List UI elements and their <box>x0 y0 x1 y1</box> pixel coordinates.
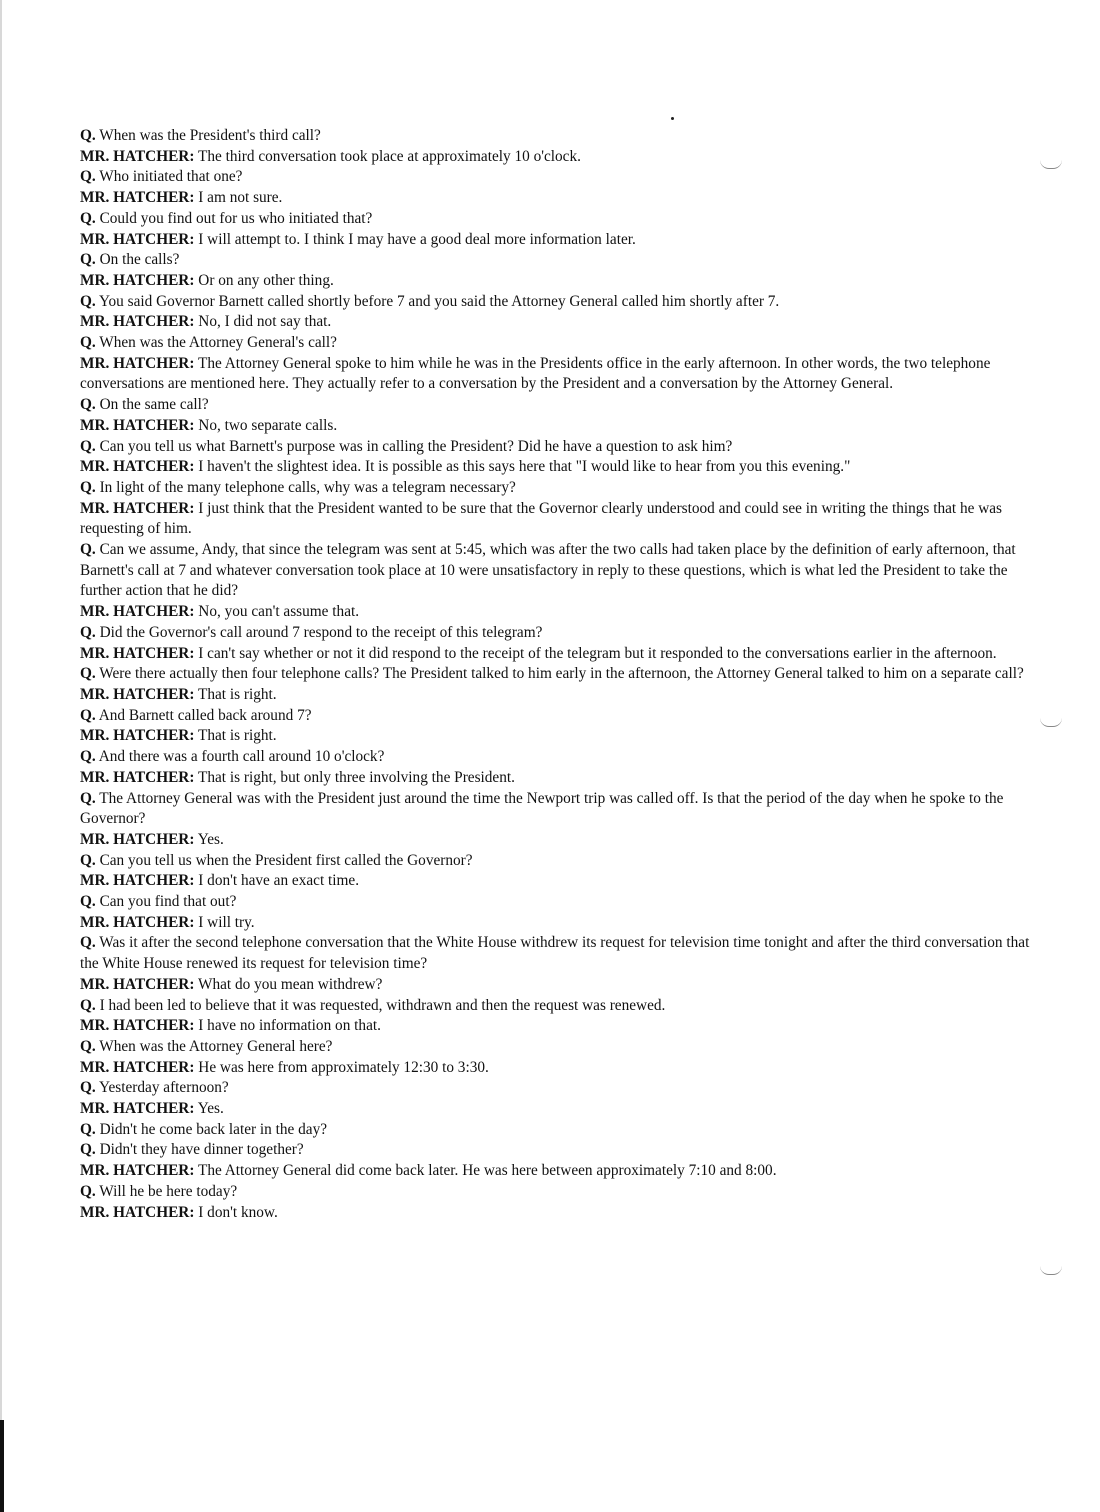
utterance-text: Could you find out for us who initiated that? <box>99 209 373 227</box>
utterance-text: Didn't he come back later in the day? <box>99 1120 328 1138</box>
transcript-entry <box>80 188 1042 209</box>
transcript-entry <box>80 892 1042 913</box>
transcript-entry <box>80 147 1042 168</box>
speaker-label: Q. <box>80 209 96 227</box>
transcript-entry <box>80 499 1042 540</box>
transcript-entry <box>80 292 1042 313</box>
utterance-text: He was here from approximately 12:30 to 3:30. <box>198 1058 489 1076</box>
utterance-text: I don't know. <box>198 1203 278 1221</box>
speaker-label: Q. <box>80 334 96 352</box>
speaker-label: Q. <box>80 292 96 310</box>
speaker-label: Q. <box>80 1079 96 1097</box>
transcript-entry <box>80 830 1042 851</box>
transcript-entry <box>80 478 1042 499</box>
margin-mark <box>1040 718 1062 727</box>
utterance-text: Or on any other thing. <box>198 271 334 289</box>
speaker-label: MR. HATCHER: <box>80 271 195 289</box>
speaker-label: Q. <box>80 706 96 724</box>
utterance-text: I just think that the President wanted to be sure that the Governor clearly understood and could see in writing the things that he was requesting of him. <box>80 499 1003 538</box>
utterance-text: On the calls? <box>99 251 180 269</box>
speaker-label: Q. <box>80 623 96 641</box>
utterance-text: Will he be here today? <box>99 1182 238 1200</box>
transcript-entry <box>80 1161 1042 1182</box>
utterance-text: When was the Attorney General here? <box>99 1037 333 1055</box>
utterance-text: Who initiated that one? <box>99 168 243 186</box>
speaker-label: Q. <box>80 748 96 766</box>
speaker-label: MR. HATCHER: <box>80 416 195 434</box>
utterance-text: Yes. <box>197 830 224 848</box>
utterance-text: When was the Attorney General's call? <box>99 334 337 352</box>
speaker-label: MR. HATCHER: <box>80 685 195 703</box>
speaker-label: MR. HATCHER: <box>80 1017 195 1035</box>
utterance-text: And Barnett called back around 7? <box>98 706 312 724</box>
utterance-text: No, I did not say that. <box>198 313 332 331</box>
utterance-text: Were there actually then four telephone calls? The President talked to him early in the afternoon, the Attorney General talked to him on a separate call? <box>99 665 1024 683</box>
speaker-label: Q. <box>80 934 96 952</box>
utterance-text: I will attempt to. I think I may have a good deal more information later. <box>198 230 636 248</box>
speaker-label: Q. <box>80 851 96 869</box>
speaker-label: MR. HATCHER: <box>80 499 195 517</box>
speaker-label: Q. <box>80 396 96 414</box>
speaker-label: Q. <box>80 1037 96 1055</box>
speaker-label: Q. <box>80 127 96 144</box>
transcript-entry <box>80 1120 1042 1141</box>
scan-bar <box>0 1420 4 1512</box>
speaker-label: Q. <box>80 789 96 807</box>
transcript-entry <box>80 1140 1042 1161</box>
speaker-label: MR. HATCHER: <box>80 872 195 890</box>
transcript-entry <box>80 250 1042 271</box>
utterance-text: On the same call? <box>99 396 209 414</box>
transcript-entry <box>80 230 1042 251</box>
utterance-text: Can you find that out? <box>99 893 237 911</box>
speaker-label: Q. <box>80 1141 96 1159</box>
utterance-text: In light of the many telephone calls, why was a telegram necessary? <box>99 478 516 496</box>
transcript-entry <box>80 623 1042 644</box>
utterance-text: I haven't the slightest idea. It is possible as this says here that "I would like to hear from you this evening." <box>198 458 851 476</box>
transcript-entry <box>80 1203 1042 1224</box>
utterance-text: That is right. <box>198 685 277 703</box>
speaker-label: MR. HATCHER: <box>80 1058 195 1076</box>
speaker-label: MR. HATCHER: <box>80 1203 195 1221</box>
transcript-entry <box>80 996 1042 1017</box>
speaker-label: MR. HATCHER: <box>80 458 195 476</box>
transcript-entry <box>80 975 1042 996</box>
transcript-entry <box>80 913 1042 934</box>
utterance-text: I don't have an exact time. <box>198 872 360 890</box>
speaker-label: MR. HATCHER: <box>80 147 195 165</box>
utterance-text: I will try. <box>198 913 255 931</box>
utterance-text: No, two separate calls. <box>198 416 338 434</box>
speaker-label: MR. HATCHER: <box>80 354 195 372</box>
utterance-text: Can you tell us when the President first called the Governor? <box>99 851 473 869</box>
speaker-label: MR. HATCHER: <box>80 830 195 848</box>
scan-edge <box>0 0 2 1512</box>
speaker-label: MR. HATCHER: <box>80 603 195 621</box>
transcript-entry <box>80 851 1042 872</box>
transcript-entry <box>80 1078 1042 1099</box>
transcript-entry <box>80 747 1042 768</box>
utterance-text: Can you tell us what Barnett's purpose was in calling the President? Did he have a question to ask him? <box>99 437 733 455</box>
speaker-label: MR. HATCHER: <box>80 644 195 662</box>
speaker-label: Q. <box>80 478 96 496</box>
utterance-text: The Attorney General was with the President just around the time the Newport trip was called off. Is that the period of the day when he spoke to the Governor? <box>80 789 1004 828</box>
speaker-label: Q. <box>80 1120 96 1138</box>
utterance-text: You said Governor Barnett called shortly before 7 and you said the Attorney General called him shortly after 7. <box>99 292 780 310</box>
transcript-entry <box>80 416 1042 437</box>
speaker-label: MR. HATCHER: <box>80 913 195 931</box>
utterance-text: Didn't they have dinner together? <box>99 1141 304 1159</box>
transcript-entry <box>80 706 1042 727</box>
transcript-entry <box>80 644 1042 665</box>
speaker-label: Q. <box>80 541 96 559</box>
transcript-entry <box>80 768 1042 789</box>
transcript-entry <box>80 664 1042 685</box>
transcript-entry <box>80 312 1042 333</box>
utterance-text: That is right, but only three involving the President. <box>198 768 515 786</box>
speaker-label: Q. <box>80 1182 96 1200</box>
transcript-entry <box>80 437 1042 458</box>
utterance-text: And there was a fourth call around 10 o'clock? <box>98 748 385 766</box>
utterance-text: The third conversation took place at approximately 10 o'clock. <box>198 147 581 165</box>
utterance-text: The Attorney General did come back later. He was here between approximately 7:10 and 8:00. <box>198 1162 777 1180</box>
transcript-entry <box>80 540 1042 602</box>
speaker-label: MR. HATCHER: <box>80 313 195 331</box>
speaker-label: MR. HATCHER: <box>80 230 195 248</box>
utterance-text: I can't say whether or not it did respond to the receipt of the telegram but it responded to the conversations earlier in the afternoon. <box>198 644 997 662</box>
transcript-entry <box>80 395 1042 416</box>
transcript-entry <box>80 871 1042 892</box>
transcript-entry <box>80 354 1042 395</box>
speaker-label: Q. <box>80 168 96 186</box>
transcript-entry <box>80 789 1042 830</box>
transcript-entry <box>80 126 1042 147</box>
utterance-text: Can we assume, Andy, that since the telegram was sent at 5:45, which was after the two calls had taken place by the definition of early afternoon, that Barnett's call at 7 and whatever conversation took place at 10 were unsatisfactory in reply to these questions, which is what led the President to take the further action that he did? <box>80 541 1016 600</box>
speaker-label: MR. HATCHER: <box>80 727 195 745</box>
transcript-entry <box>80 685 1042 706</box>
transcript-entry <box>80 1037 1042 1058</box>
speaker-label: MR. HATCHER: <box>80 768 195 786</box>
speaker-label: MR. HATCHER: <box>80 189 195 207</box>
transcript-entry <box>80 167 1042 188</box>
margin-mark <box>1040 160 1062 169</box>
scan-speck <box>671 117 674 120</box>
utterance-text: I have no information on that. <box>198 1017 381 1035</box>
utterance-text: When was the President's third call? <box>99 127 321 144</box>
transcript-entry <box>80 933 1042 974</box>
utterance-text: Yesterday afternoon? <box>99 1079 229 1097</box>
speaker-label: MR. HATCHER: <box>80 1100 195 1118</box>
speaker-label: Q. <box>80 251 96 269</box>
speaker-label: Q. <box>80 893 96 911</box>
transcript-entry <box>80 209 1042 230</box>
speaker-label: Q. <box>80 996 96 1014</box>
transcript-entry <box>80 726 1042 747</box>
utterance-text: What do you mean withdrew? <box>198 975 383 993</box>
transcript-entry <box>80 271 1042 292</box>
utterance-text: The Attorney General spoke to him while he was in the Presidents office in the early afternoon. In other words, the two telephone conversations are mentioned here. They actually refer to a conversation by the President and a conversation by the Attorney General. <box>80 354 991 393</box>
speaker-label: MR. HATCHER: <box>80 975 195 993</box>
utterance-text: Yes. <box>197 1100 224 1118</box>
utterance-text: Did the Governor's call around 7 respond to the receipt of this telegram? <box>99 623 543 641</box>
utterance-text: I am not sure. <box>198 189 283 207</box>
margin-mark <box>1040 1266 1062 1275</box>
speaker-label: Q. <box>80 665 96 683</box>
transcript-entry <box>80 1099 1042 1120</box>
transcript-entry <box>80 333 1042 354</box>
transcript-entry <box>80 1016 1042 1037</box>
speaker-label: Q. <box>80 437 96 455</box>
transcript-entry <box>80 1058 1042 1079</box>
transcript-entry <box>80 1182 1042 1203</box>
transcript-entry <box>80 602 1042 623</box>
speaker-label: MR. HATCHER: <box>80 1162 195 1180</box>
utterance-text: That is right. <box>198 727 277 745</box>
utterance-text: I had been led to believe that it was requested, withdrawn and then the request was renewed. <box>99 996 666 1014</box>
utterance-text: Was it after the second telephone conversation that the White House withdrew its request for television time tonight and after the third conversation that the White House renewed its request for television time? <box>80 934 1030 973</box>
transcript-entry <box>80 457 1042 478</box>
utterance-text: No, you can't assume that. <box>198 603 360 621</box>
transcript-body <box>80 126 1042 1223</box>
